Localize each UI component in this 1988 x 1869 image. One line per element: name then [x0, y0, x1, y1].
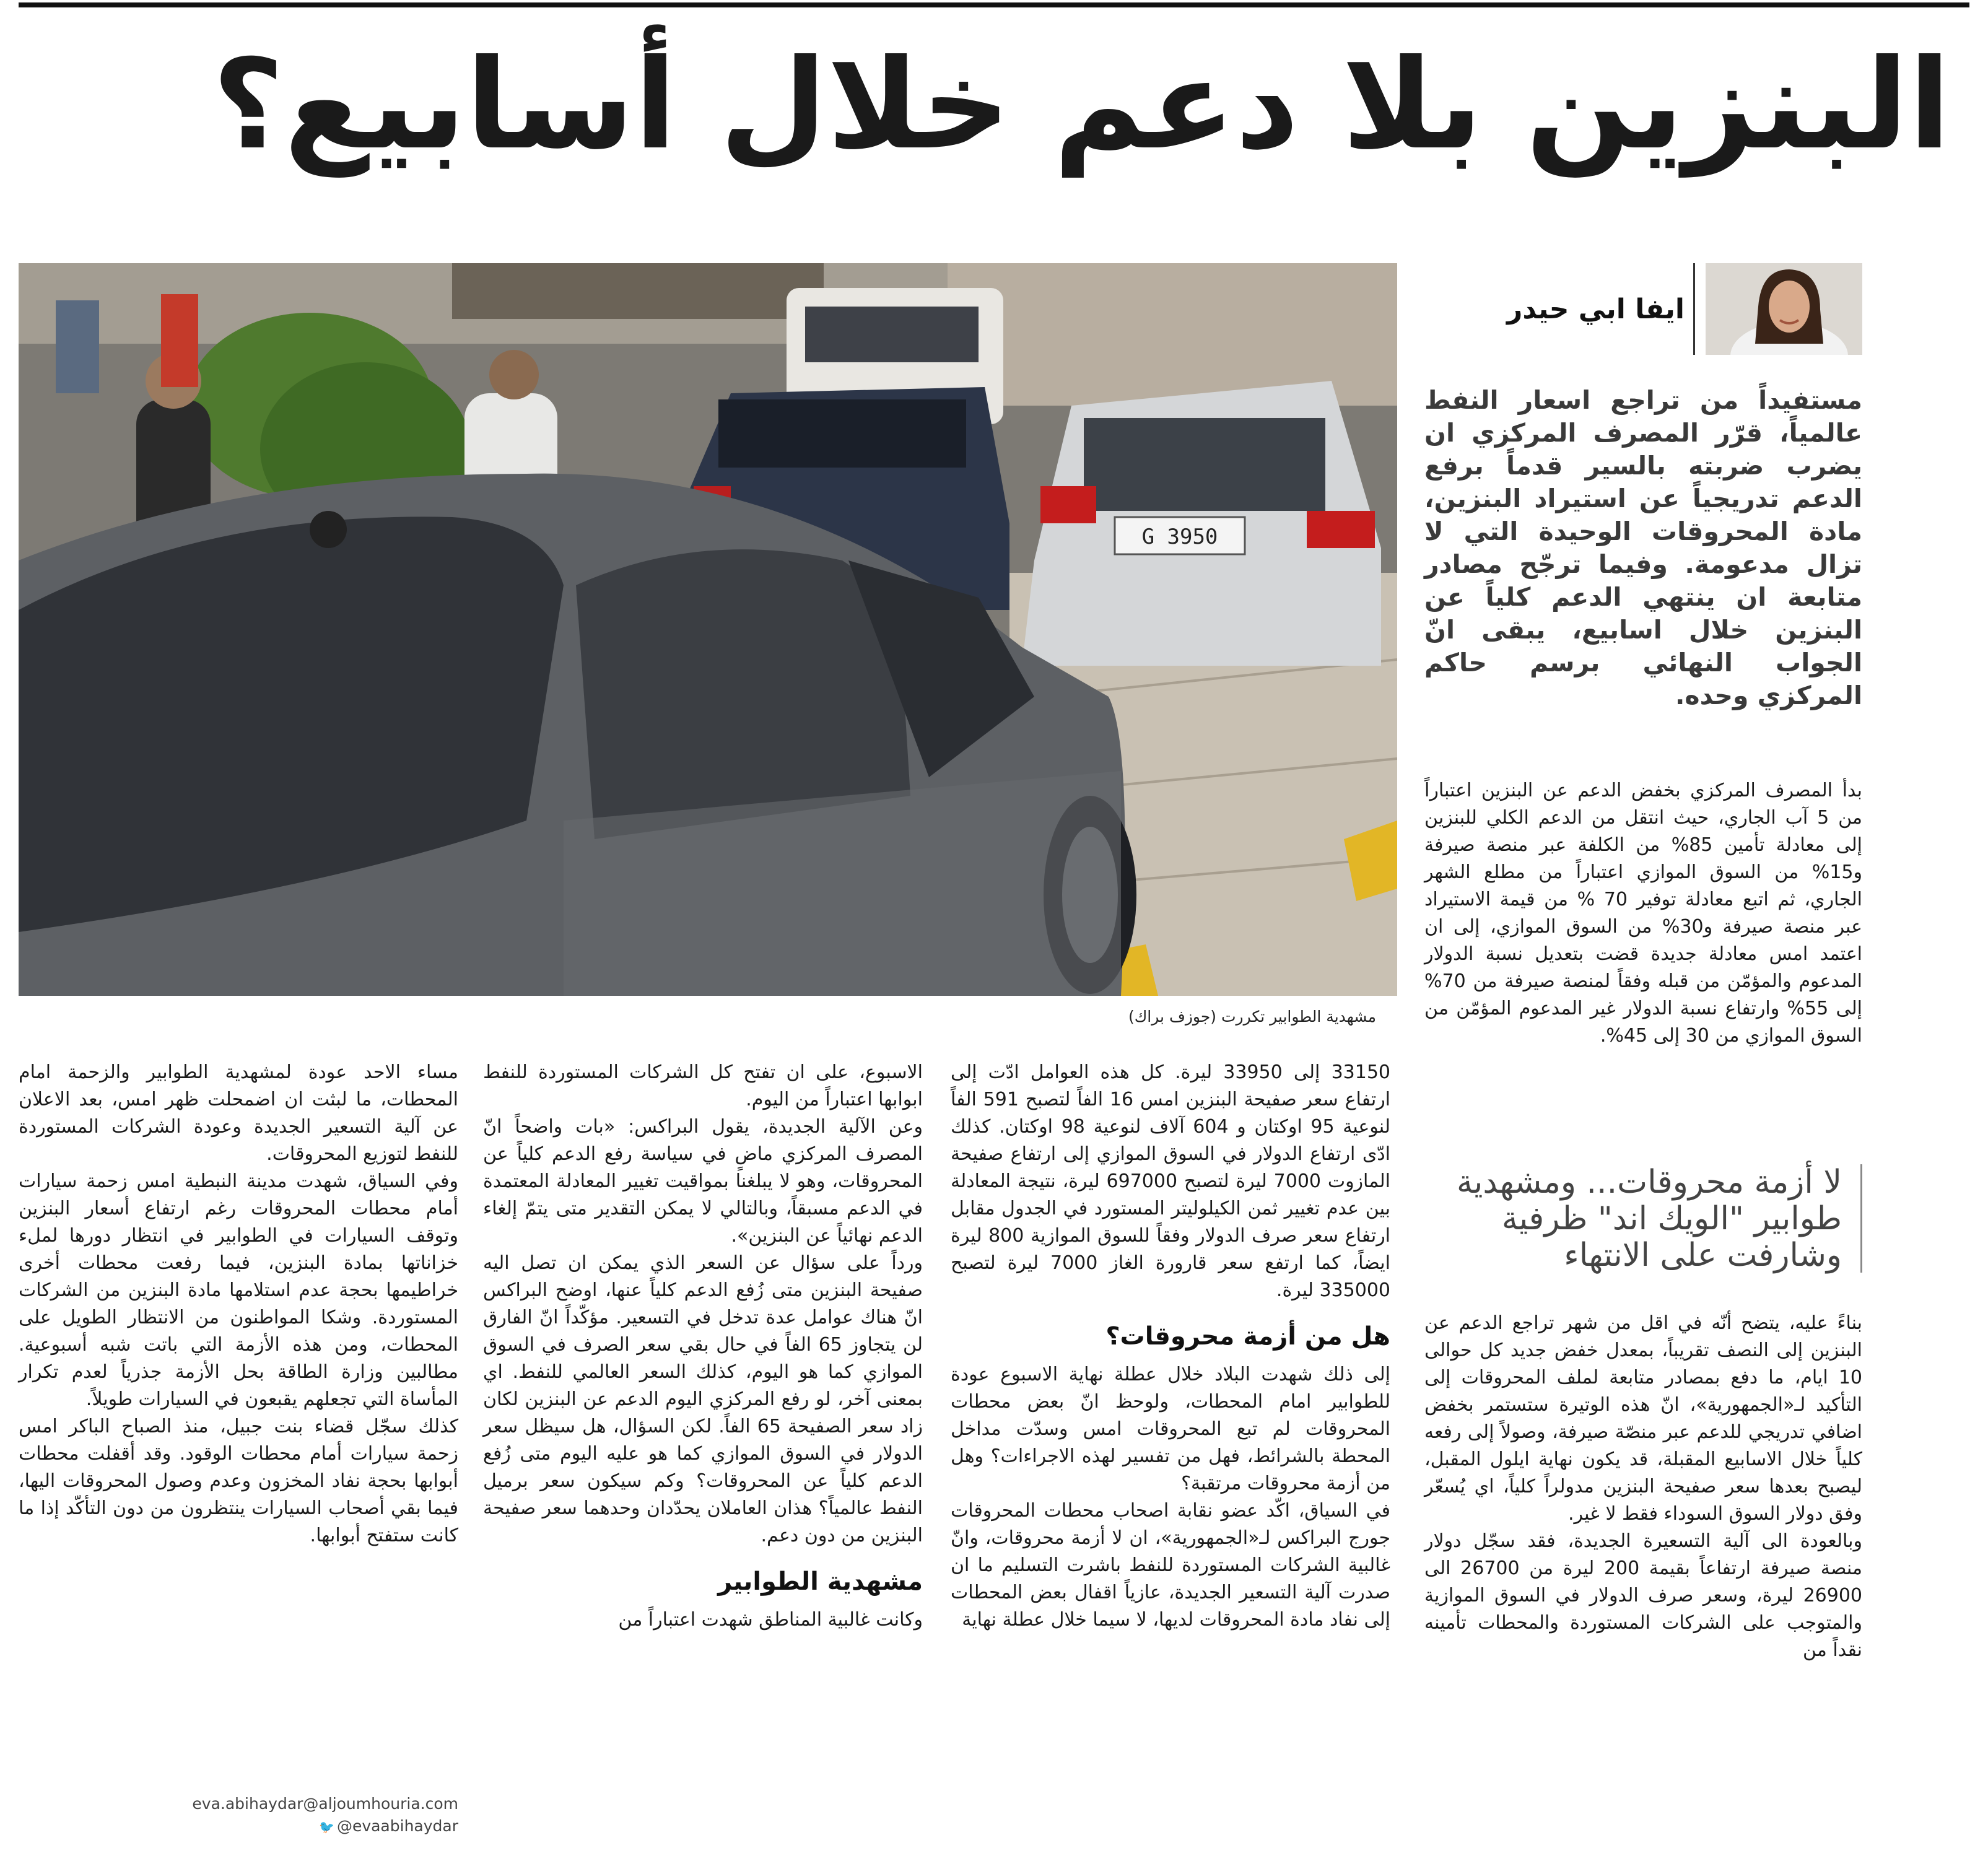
body-paragraph: وبالعودة الى آلية التسعيرة الجديدة، فقد سجّل دولار منصة صيرفة ارتفاعاً بقيمة 200 ليرة من 26700 الى 26900 ليرة، وسعر صرف الدولار في السوق الموازية والمتوجب على الشركات المستوردة والمحطات تأمينه نقداً من	[1424, 1530, 1862, 1661]
subheading-fuel-crisis: هل من أزمة محروقات؟	[1105, 1322, 1390, 1351]
body-paragraph: الاسبوع، على ان تفتح كل الشركات المستوردة للنفط ابوابها اعتباراً من اليوم.	[483, 1061, 923, 1110]
column-1-top	[1424, 777, 1862, 1124]
main-photo	[19, 263, 1397, 996]
body-paragraph: إلى ذلك شهدت البلاد خلال عطلة نهاية الاسبوع عودة للطوابير امام المحطات، ولوحظ انّ بعض محطات المحروقات لم تبع المحروقات امس وسدّت مداخل المحطة بالشرائط، فهل من تفسير لهذه الاجراءات؟ وهل من أزمة محروقات مرتقبة؟	[951, 1364, 1390, 1494]
body-paragraph: 33150 إلى 33950 ليرة. كل هذه العوامل ادّت إلى ارتفاع سعر صفيحة البنزين امس 16 الفاً لتصبح 591 الفاً لنوعية 95 اوكتان و 604 آلاف لنوعية 98 اوكتان. كذلك ادّى ارتفاع الدولار في السوق الموازي إلى ارتفاع صفيحة المازوت 7000 ليرة لتصبح 697000 ليرة، نتيجة المعادلة بين عدم تغيير ثمن الكيلوليتر المستورد في الجدول مقابل ارتفاع سعر صرف الدولار وفقاً للسوق الموازية 800 ليرة ايضاً، كما ارتفع سعر قارورة الغاز 7000 ليرة لتصبح 335000 ليرة.	[951, 1061, 1391, 1301]
body-paragraph: وفي السياق، شهدت مدينة النبطية امس زحمة سيارات أمام محطات المحروقات رغم ارتفاع أسعار البنزين وتوقف السيارات في الطوابير في انتظار دورها لملء خزاناتها بمادة البنزين، فيما رفعت محطات أخرى خراطيمها بحجة عدم استلامها مادة البنزين من الشركات المستوردة. وشكا المواطنون من الانتظار الطويل على المحطات، ومن هذه الأزمة التي باتت شبه أسبوعية. مطالبين وزارة الطاقة بحل الأزمة جذرياً لعدم تكرار المأساة التي تجعلهم يقبعون في السيارات طويلاً.	[19, 1170, 458, 1410]
column-4	[19, 1059, 458, 1765]
author-separator	[1693, 263, 1695, 355]
body-paragraph: وكانت غالبية المناطق شهدت اعتباراً من	[618, 1609, 923, 1631]
headline: البنزين بلا دعم خلال أسابيع؟	[212, 33, 1951, 177]
body-paragraph: بناءً عليه، يتضح أنّه في اقل من شهر تراجع الدعم عن البنزين إلى النصف تقريباً، بمعدل خفض جديد كل حوالى 10 ايام، ما دفع بمصادر متابعة لملف المحروقات إلى التأكيد لـ«الجمهورية»، انّ هذه الوتيرة ستستمر بخفض اضافي تدريجي للدعم عبر منصّة صيرفة، وصولاً إلى رفعه كلياً خلال الاسابيع المقبلة، قد يكون نهاية ايلول المقبل، ليصبح بعدها سعر صفيحة البنزين مدولراً كلياً، اي يُسعّر وفق دولار السوق السوداء فقط لا غير.	[1424, 1312, 1862, 1525]
author-twitter[interactable]: @evaabihaydar	[336, 1817, 458, 1835]
column-2	[951, 1059, 1390, 1858]
plate-text: G 3950	[1141, 525, 1218, 549]
body-paragraph: مساء الاحد عودة لمشهدية الطوابير والزحمة امام المحطات، ما لبثت ان اضمحلت ظهر امس، بعد الاعلان عن آلية التسعير الجديدة وعودة الشركات المستوردة للنفط لتوزيع المحروقات.	[19, 1061, 458, 1165]
body-paragraph: كذلك سجّل قضاء بنت جبيل، منذ الصباح الباكر امس زحمة سيارات أمام محطات الوقود. وقد أقفلت محطات أبوابها بحجة نفاد المخزون وعدم وصول المحروقات اليها، فيما بقي أصحاب السيارات ينتظرون من دون التأكّد إذا ما كانت ستفتح أبوابها.	[19, 1416, 458, 1546]
body-paragraph: وعن الآلية الجديدة، يقول البراكس: «بات واضحاً انّ المصرف المركزي ماضٍ في سياسة رفع الدعم كلياً عن المحروقات، وهو لا يبلغنا بمواقيت تغيير المعادلة المعتمدة في الدعم مسبقاً، وبالتالي لا يمكن التقدير متى يتمّ إلغاء الدعم نهائياً عن البنزين».	[483, 1116, 923, 1247]
body-paragraph: بدأ المصرف المركزي بخفض الدعم عن البنزين اعتباراً من 5 آب الجاري، حيث انتقل من الدعم الكلي للبنزين إلى معادلة تأمين 85% من الكلفة عبر منصة صيرفة و15% من السوق الموازي اعتباراً من مطلع الشهر الجاري، ثم اتبع معادلة توفير 70 % من قيمة الاستيراد عبر منصة صيرفة و30% من السوق الموازي، إلى ان اعتمد امس معادلة جديدة قضت بتعديل نسبة الدولار المدعوم والمؤمّن من قبله وفقاً لمنصة صيرفة من 70% إلى 55% وارتفاع نسبة الدولار غير المدعوم المؤمّن من السوق الموازي من 30 إلى 45%.	[1424, 780, 1863, 1047]
column-1-bottom	[1424, 1310, 1862, 1855]
author-email[interactable]: eva.abihaydar@aljoumhouria.com	[192, 1795, 458, 1813]
author-contact	[180, 1793, 458, 1842]
body-paragraph: في السياق، اكّد عضو نقابة اصحاب محطات المحروقات جورج البراكس لـ«الجمهورية»، ان لا أزمة محروقات، وانّ غالبية الشركات المستوردة للنفط باشرت التسليم ما ان صدرت آلية التسعير الجديدة، عازياً اقفال بعض المحطات إلى نفاد مادة المحروقات لديها، لا سيما خلال عطلة نهاية	[951, 1500, 1390, 1631]
author-avatar	[1706, 263, 1862, 355]
top-rule	[19, 2, 1969, 7]
author-name: ايفا ابي حيدر	[1507, 294, 1685, 325]
twitter-icon: 🐦	[319, 1819, 334, 1834]
column-3	[483, 1059, 923, 1858]
pull-quote: لا أزمة محروقات... ومشهدية طوابير "الويك اند" ظرفية وشارفت على الانتهاء	[1424, 1164, 1862, 1273]
author-twitter-row	[180, 1815, 458, 1838]
lead-paragraph: مستفيداً من تراجع اسعار النفط عالمياً، قرّر المصرف المركزي ان يضرب ضربته بالسير قدماً برفع الدعم تدريجياً عن استيراد البنزين، مادة المحروقات الوحيدة التي لا تزال مدعومة. وفيما ترجّح مصادر متابعة ان ينتهي الدعم كلياً عن البنزين خلال اسابيع، يبقى انّ الجواب النهائي برسم حاكم المركزي وحده.	[1424, 385, 1862, 710]
body-paragraph: ورداً على سؤال عن السعر الذي يمكن ان تصل اليه صفيحة البنزين متى زُفع الدعم كلياً عنها، اوضح البراكس انّ هناك عوامل عدة تدخل في التسعير. مؤكّداً انّ الفارق لن يتجاوز 65 الفاً في حال بقي سعر الصرف في السوق الموازي كما هو اليوم، كذلك السعر العالمي للنفط. اي بمعنى آخر، لو رفع المركزي اليوم الدعم عن البنزين لكان زاد سعر الصفيحة 65 الفاً. لكن السؤال، هل سيظل سعر الدولار في السوق الموازي كما هو عليه اليوم متى زُفع الدعم كلياً عن المحروقات؟ وكم سيكون سعر برميل النفط عالمياً؟ هذان العاملان يحدّدان وحدهما سعر صفيحة البنزين من دون دعم.	[483, 1252, 923, 1546]
subheading-queues: مشهدية الطوابير	[718, 1567, 923, 1596]
photo-caption: مشهدية الطوابير تكررت (جوزف براك)	[1128, 1008, 1376, 1026]
